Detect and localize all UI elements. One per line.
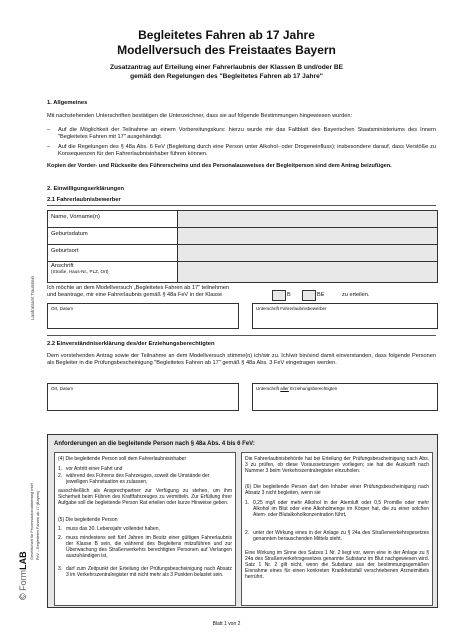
logo-lab: LAB xyxy=(18,551,28,570)
divider xyxy=(47,205,436,206)
sig-all: aller xyxy=(280,386,289,391)
form-row-birthplace xyxy=(48,245,437,262)
form-row-birthdate xyxy=(48,228,437,245)
item-6-1: 1. 0,25 mg/l oder mehr Alkohol in der Atemluft oder 0,5 Promille oder mehr Alkohol im Blut oder eine Alkoholmenge im Körper hat, die zu einer solchen Atem- oder Blutalkoholkonzentration führt, xyxy=(245,500,429,518)
requirements-left-column xyxy=(54,452,236,606)
date-label: Ort, Datum xyxy=(51,386,74,391)
item-5-3-text: darf zum Zeitpunkt der Erteilung der Prüfungsbescheinigung nach Absatz 3 im Verkehrszentralregister mit nicht mehr als 3 Punkten belastet sein. xyxy=(66,566,232,578)
subtitle-line-2: gemäß den Regelungen des "Begleitetes Fahren ab 17 Jahre" xyxy=(130,73,323,80)
section-2-heading: 2. Einwilligungserklärungen xyxy=(47,186,124,192)
address-label xyxy=(48,262,178,282)
form-row-address xyxy=(48,262,437,282)
title-line-2: Modellversuch des Freistaates Bayern xyxy=(117,43,336,57)
page-number: Blatt 1 von 2 xyxy=(212,621,241,627)
form-row-name xyxy=(48,211,437,228)
name-field[interactable] xyxy=(178,211,437,227)
para-4b: ausschließlich als Ansprechpartner zur Verfügung zu stehen, um ihm Sicherheit beim Führen des Kraftfahrzeuges zu vermitteln. Zur Erfüllung ihrer Aufgabe soll die begleitende Person Rat erteilen oder kurze Hinweise geben. xyxy=(58,488,232,506)
birthdate-field[interactable] xyxy=(178,228,437,244)
item-6-2-text: unter der Wirkung eines in der Anlage zu § 24a des Straßenverkehrsgesetzes genannten berauschenden Mittels steht. xyxy=(253,530,429,542)
section-2-1-heading: 2.1 Fahrerlaubnisbewerber xyxy=(47,197,121,203)
formlab-company: Gesellschaft für Prozessautomatisierung mbH xyxy=(30,482,34,560)
section-1-intro: Mit nachstehenden Unterschriften bestätigen die Unterzeichner, dass sie auf folgende Bestimmungen hingewiesen wurden: xyxy=(47,113,353,119)
birthplace-field[interactable] xyxy=(178,245,437,261)
title-line-1: Begleitetes Fahren ab 17 Jahre xyxy=(138,28,315,42)
sig-post: Erziehungsberechtigten xyxy=(288,386,338,391)
class-be-label: BE xyxy=(317,292,325,298)
class-b-label: B xyxy=(287,292,291,298)
item-6-2: 2. unter der Wirkung eines in der Anlage zu § 24a des Straßenverkehrsgesetzes genannten berauschenden Mittels steht. xyxy=(245,530,429,542)
bullet-1: Auf die Möglichkeit der Teilnahme an einem Vorbereitungskurs: hierzu wurde mir das Faltblatt des Bayerischen Staatsministeriums des Innern "Begleitetes Fahren mit 17" ausgehändigt. xyxy=(58,127,436,140)
formlab-logo xyxy=(18,551,28,600)
date-label: Ort, Datum xyxy=(51,306,74,311)
address-label-text: Anschrift xyxy=(51,263,74,269)
bullet-dash: – xyxy=(47,127,51,133)
right-para-1: Die Fahrerlaubnisbehörde hat bei Erteilung der Prüfungsbescheinigung nach Abs. 3 zu prüfen, ob diese Voraussetzungen vorliegen; sie hat die Auskunft nach Nummer 3 beim Verkehrszentralregister einzuholen. xyxy=(245,456,429,474)
para-5: (5) Die begleitende Person xyxy=(58,517,118,523)
copies-note: Kopien der Vorder- und Rückseite des Führerscheins und des Personalausweises der Begleitperson sind dem Antrag beizufügen. xyxy=(47,163,392,169)
applicant-form xyxy=(47,210,438,283)
para-4: (4) Die begleitende Person soll dem Fahrerlaubnisinhaber xyxy=(58,456,187,462)
address-hint: (Straße, Haus-Nr., PLZ, Ort) xyxy=(51,269,109,274)
applicant-date-box[interactable] xyxy=(47,303,239,329)
item-4-2: 2. während des Führens des Fahrzeuges, soweit die Umstände der jeweiligen Fahrsituation es zulassen, xyxy=(58,473,232,485)
address-field[interactable] xyxy=(178,262,437,282)
parents-signature-label xyxy=(256,386,337,391)
requirements-heading: Anforderungen an die begleitende Person nach § 48a Abs. 4 bis 6 FeV: xyxy=(54,441,255,447)
sig-pre: Unterschrift xyxy=(256,386,281,391)
item-5-3: 3. darf zum Zeitpunkt der Erteilung der Prüfungsbescheinigung nach Absatz 3 im Verkehrszentralregister mit nicht mehr als 3 Punkten belastet sein. xyxy=(58,566,232,578)
item-5-1: 1. muss das 30. Lebensjahr vollendet haben, xyxy=(58,526,160,532)
item-5-2-text: muss mindestens seit fünf Jahren im Besitz einer gültigen Fahrerlaubnis der Klasse B sein, die während des Begleitens mitzuführen und zur Überwachung des Straßenverkehrs berechtigten Personen auf Verlangen auszuhändigen ist, xyxy=(66,535,232,559)
item-4-1: 1. vor Antritt einer Fahrt und xyxy=(58,466,123,472)
logo-form: Form xyxy=(18,569,28,591)
class-b-checkbox[interactable] xyxy=(272,290,286,301)
bullet-dash: – xyxy=(47,144,51,150)
item-4-1-text: vor Antritt einer Fahrt und xyxy=(66,466,123,472)
applicant-signature-box[interactable] xyxy=(252,303,438,329)
item-4-2-text: während des Führens des Fahrzeuges, soweit die Umstände der jeweiligen Fahrsituation es zulassen, xyxy=(66,473,210,485)
consent-line-1: Ich möchte an dem Modellversuch „Begleitetes Fahren ab 17" teilnehmen xyxy=(47,285,230,291)
bullet-2: Auf die Regelungen des § 48a Abs. 6 FeV (Begleitung durch eine Person unter Alkohol- oder Drogeneinfluss); insbesondere darauf, dass Verstöße zu Konsequenzen für den Fahrerlaubnisinhaber führen können. xyxy=(58,144,436,157)
subtitle-line-1: Zusatzantrag auf Erteilung einer Fahrerlaubnis der Klassen B und/oder BE xyxy=(109,64,344,71)
parent-consent-text: Dem vorstehenden Antrag sowie der Teilnahme an dem Modellversuch stimme(n) ich/wir zu. Ich/wir bin/sind damit einverstanden, dass folgende Personen als Begleiter in die Prüfungsbescheinigung "Begleitetes Fahren ab 17" gemäß § 48a Abs. 3 FeV eingetragen werden. xyxy=(47,353,436,366)
item-5-2: 2. muss mindestens seit fünf Jahren im Besitz einer gültigen Fahrerlaubnis der Klasse B sein, die während des Begleitens mitzuführen und zur Überwachung des Straßenverkehrs berechtigten Personen auf Verlangen auszuhändigen ist, xyxy=(58,535,232,559)
office-name: Landratsamt Traunstein xyxy=(30,276,35,320)
birthdate-label: Geburtsdatum xyxy=(48,228,178,244)
divider xyxy=(47,335,436,336)
requirements-right-column xyxy=(241,452,433,606)
birthplace-label: Geburtsort xyxy=(48,245,178,261)
section-1-heading: 1. Allgemeines xyxy=(47,100,88,106)
form-reference: FeV – Begleitetes Fahren ab 17 (Bayern) xyxy=(36,490,40,560)
para-6: (6) Die begleitende Person darf den Inhaber einer Prüfungsbescheinigung nach Absatz 3 nicht begleiten, wenn sie xyxy=(245,484,429,496)
class-be-checkbox[interactable] xyxy=(302,290,316,301)
requirements-box xyxy=(47,434,438,608)
signature-label: Unterschrift Fahrerlaubnisbewerber xyxy=(256,306,327,311)
name-label: Name, Vorname(n) xyxy=(48,211,178,227)
item-6-1-text: 0,25 mg/l oder mehr Alkohol in der Atemluft oder 0,5 Promille oder mehr Alkohol im Blut oder eine Alkoholmenge im Körper hat, die zu einer solchen Atem- oder Blutalkoholkonzentration führt, xyxy=(253,500,429,518)
to-issue-text: zu erteilen. xyxy=(342,292,370,298)
item-5-1-text: muss das 30. Lebensjahr vollendet haben, xyxy=(66,526,160,532)
right-para-end: Eine Wirkung im Sinne des Satzes 1 Nr. 2 liegt vor, wenn eine in der Anlage zu § 24a des Straßenverkehrsgesetzes genannte Substanz im Blut nachgewiesen wird. Satz 1 Nr. 2 gilt nicht, wenn die Substanz aus der bestimmungsgemäßen Einnahme eines für einen konkreten Krankheitsfall verschriebenen Arzneimittels herrührt. xyxy=(245,550,429,580)
parents-signature-box[interactable] xyxy=(252,383,438,411)
consent-line-2: und beantrage, mir eine Fahrerlaubnis gemäß § 48a FeV in der Klasse xyxy=(47,292,223,298)
parents-date-box[interactable] xyxy=(47,383,239,411)
copyright-symbol: © xyxy=(18,593,28,600)
section-2-2-heading: 2.2 Einverständniserklärung des/der Erziehungsberechtigten xyxy=(47,341,215,347)
